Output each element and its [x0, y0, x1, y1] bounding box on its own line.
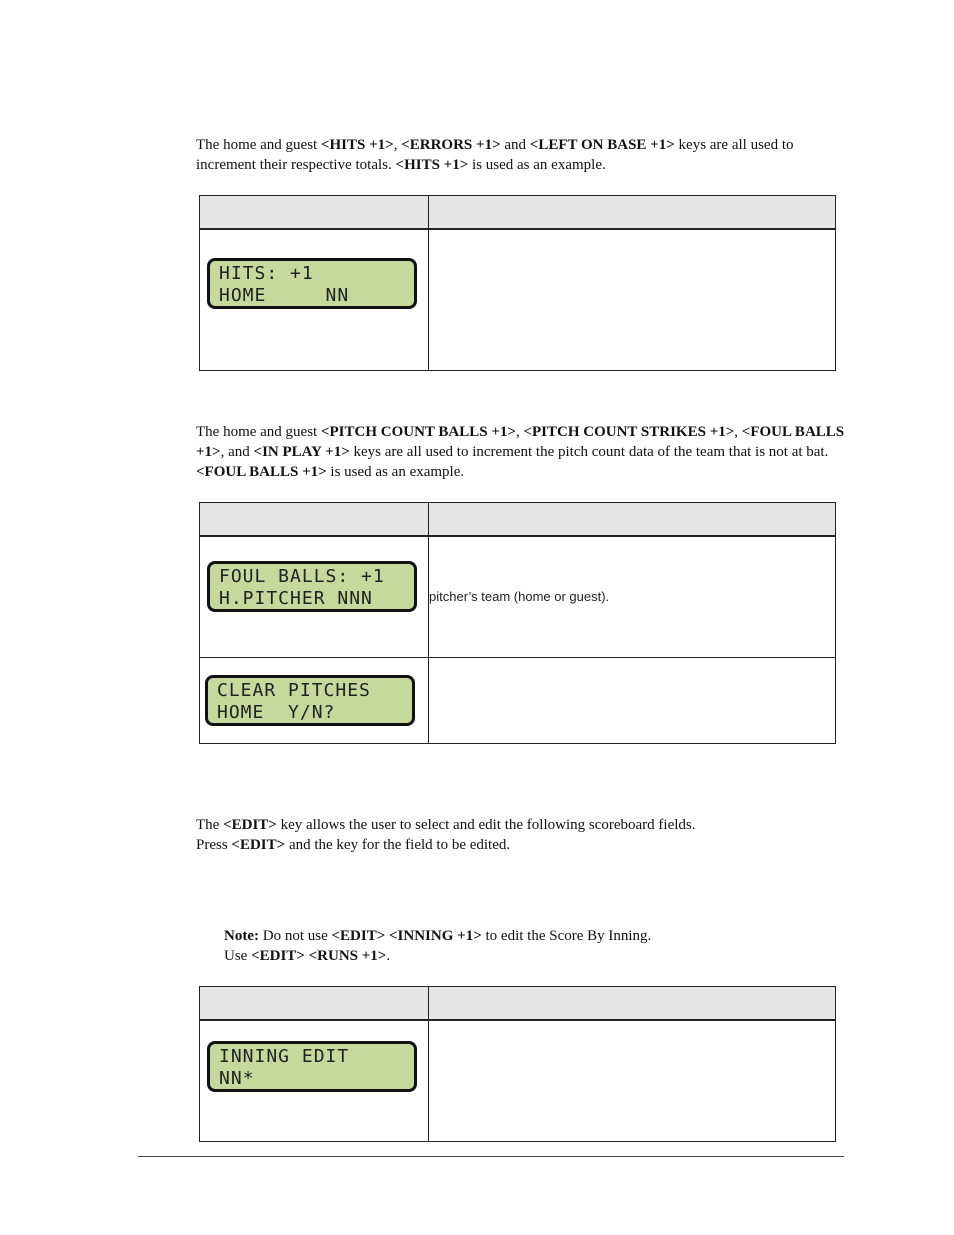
pitch-count-paragraph	[196, 422, 846, 482]
lcd-line-2: H.PITCHER NNN	[219, 588, 373, 610]
lcd-display	[205, 675, 415, 726]
lcd-cell	[200, 657, 429, 743]
table-header-cell	[429, 503, 836, 537]
lcd-display	[207, 258, 417, 309]
table-header-cell	[429, 196, 836, 230]
description-cell	[429, 1020, 836, 1141]
description-cell: pitcher’s team (home or guest).	[429, 536, 836, 657]
key-name: <EDIT> <INNING +1>	[331, 928, 482, 944]
text-run: Use	[224, 948, 252, 964]
hits-display-table	[199, 195, 836, 371]
key-name: <EDIT>	[231, 837, 286, 853]
key-name: <FOUL BALLS +1>	[196, 424, 845, 460]
description-cell	[429, 229, 836, 370]
lcd-display	[207, 561, 417, 612]
text-run: is used as an example.	[468, 157, 606, 173]
lcd-cell	[200, 229, 429, 370]
text-run: is used as an example.	[326, 464, 465, 480]
key-name: <FOUL BALLS +1>	[196, 464, 327, 480]
key-name: <LEFT ON BASE +1>	[529, 137, 675, 153]
hits-errors-paragraph	[196, 135, 846, 175]
table-header-cell	[429, 987, 836, 1021]
text-run: ,	[393, 137, 402, 153]
lcd-line-1: INNING EDIT	[219, 1046, 350, 1068]
table-header-cell	[200, 503, 429, 537]
text-run: Do not use	[258, 928, 332, 944]
table-row	[200, 536, 836, 657]
key-name: <EDIT> <RUNS +1>	[251, 948, 387, 964]
lcd-line-1: FOUL BALLS: +1	[219, 566, 385, 588]
lcd-line-2: HOME NN	[219, 285, 350, 307]
text-run: The home and guest	[196, 137, 321, 153]
description-cell	[429, 657, 836, 743]
key-name: <PITCH COUNT BALLS +1>	[320, 424, 516, 440]
table-header-row	[200, 196, 836, 230]
table-header-row	[200, 987, 836, 1021]
lcd-cell	[200, 1020, 429, 1141]
table-row	[200, 657, 836, 743]
key-name: <PITCH COUNT STRIKES +1>	[523, 424, 735, 440]
lcd-line-2: NN*	[219, 1068, 255, 1090]
key-name: <HITS +1>	[395, 157, 469, 173]
text-run: The home and guest	[196, 424, 321, 440]
table-header-cell	[200, 196, 429, 230]
lcd-line-1: HITS: +1	[219, 263, 314, 285]
text-run: and	[500, 137, 530, 153]
lcd-line-2: HOME Y/N?	[217, 701, 336, 723]
table-row	[200, 1020, 836, 1141]
table-header-row	[200, 503, 836, 537]
text-run: keys are all used to increment the pitch count data of the team that is not at bat.	[349, 444, 829, 460]
edit-key-paragraph	[196, 815, 846, 855]
lcd-line-1: CLEAR PITCHES	[217, 679, 371, 701]
text-run: and the key for the field to be edited.	[285, 837, 511, 853]
text-run: ,	[734, 424, 742, 440]
text-run: Press	[196, 837, 232, 853]
text-run: to edit the Score By Inning.	[481, 928, 652, 944]
note-paragraph	[224, 926, 844, 966]
text-run: key allows the user to select and edit the following scoreboard fields.	[276, 817, 696, 833]
key-name: <EDIT>	[223, 817, 277, 833]
note-label: Note:	[224, 928, 259, 944]
foul-balls-display-table	[199, 502, 836, 744]
lcd-display	[207, 1041, 417, 1092]
lcd-cell	[200, 536, 429, 657]
key-name: <ERRORS +1>	[401, 137, 501, 153]
key-name: <HITS +1>	[320, 137, 394, 153]
text-run: , and	[220, 444, 254, 460]
text-run: keys are all used to increment their respective totals.	[196, 137, 794, 173]
table-header-cell	[200, 987, 429, 1021]
text-run: The	[196, 817, 224, 833]
inning-edit-display-table	[199, 986, 836, 1142]
table-row	[200, 229, 836, 370]
footer-divider	[138, 1156, 844, 1157]
text-run: .	[386, 948, 391, 964]
text-run: ,	[515, 424, 524, 440]
key-name: <IN PLAY +1>	[253, 444, 350, 460]
